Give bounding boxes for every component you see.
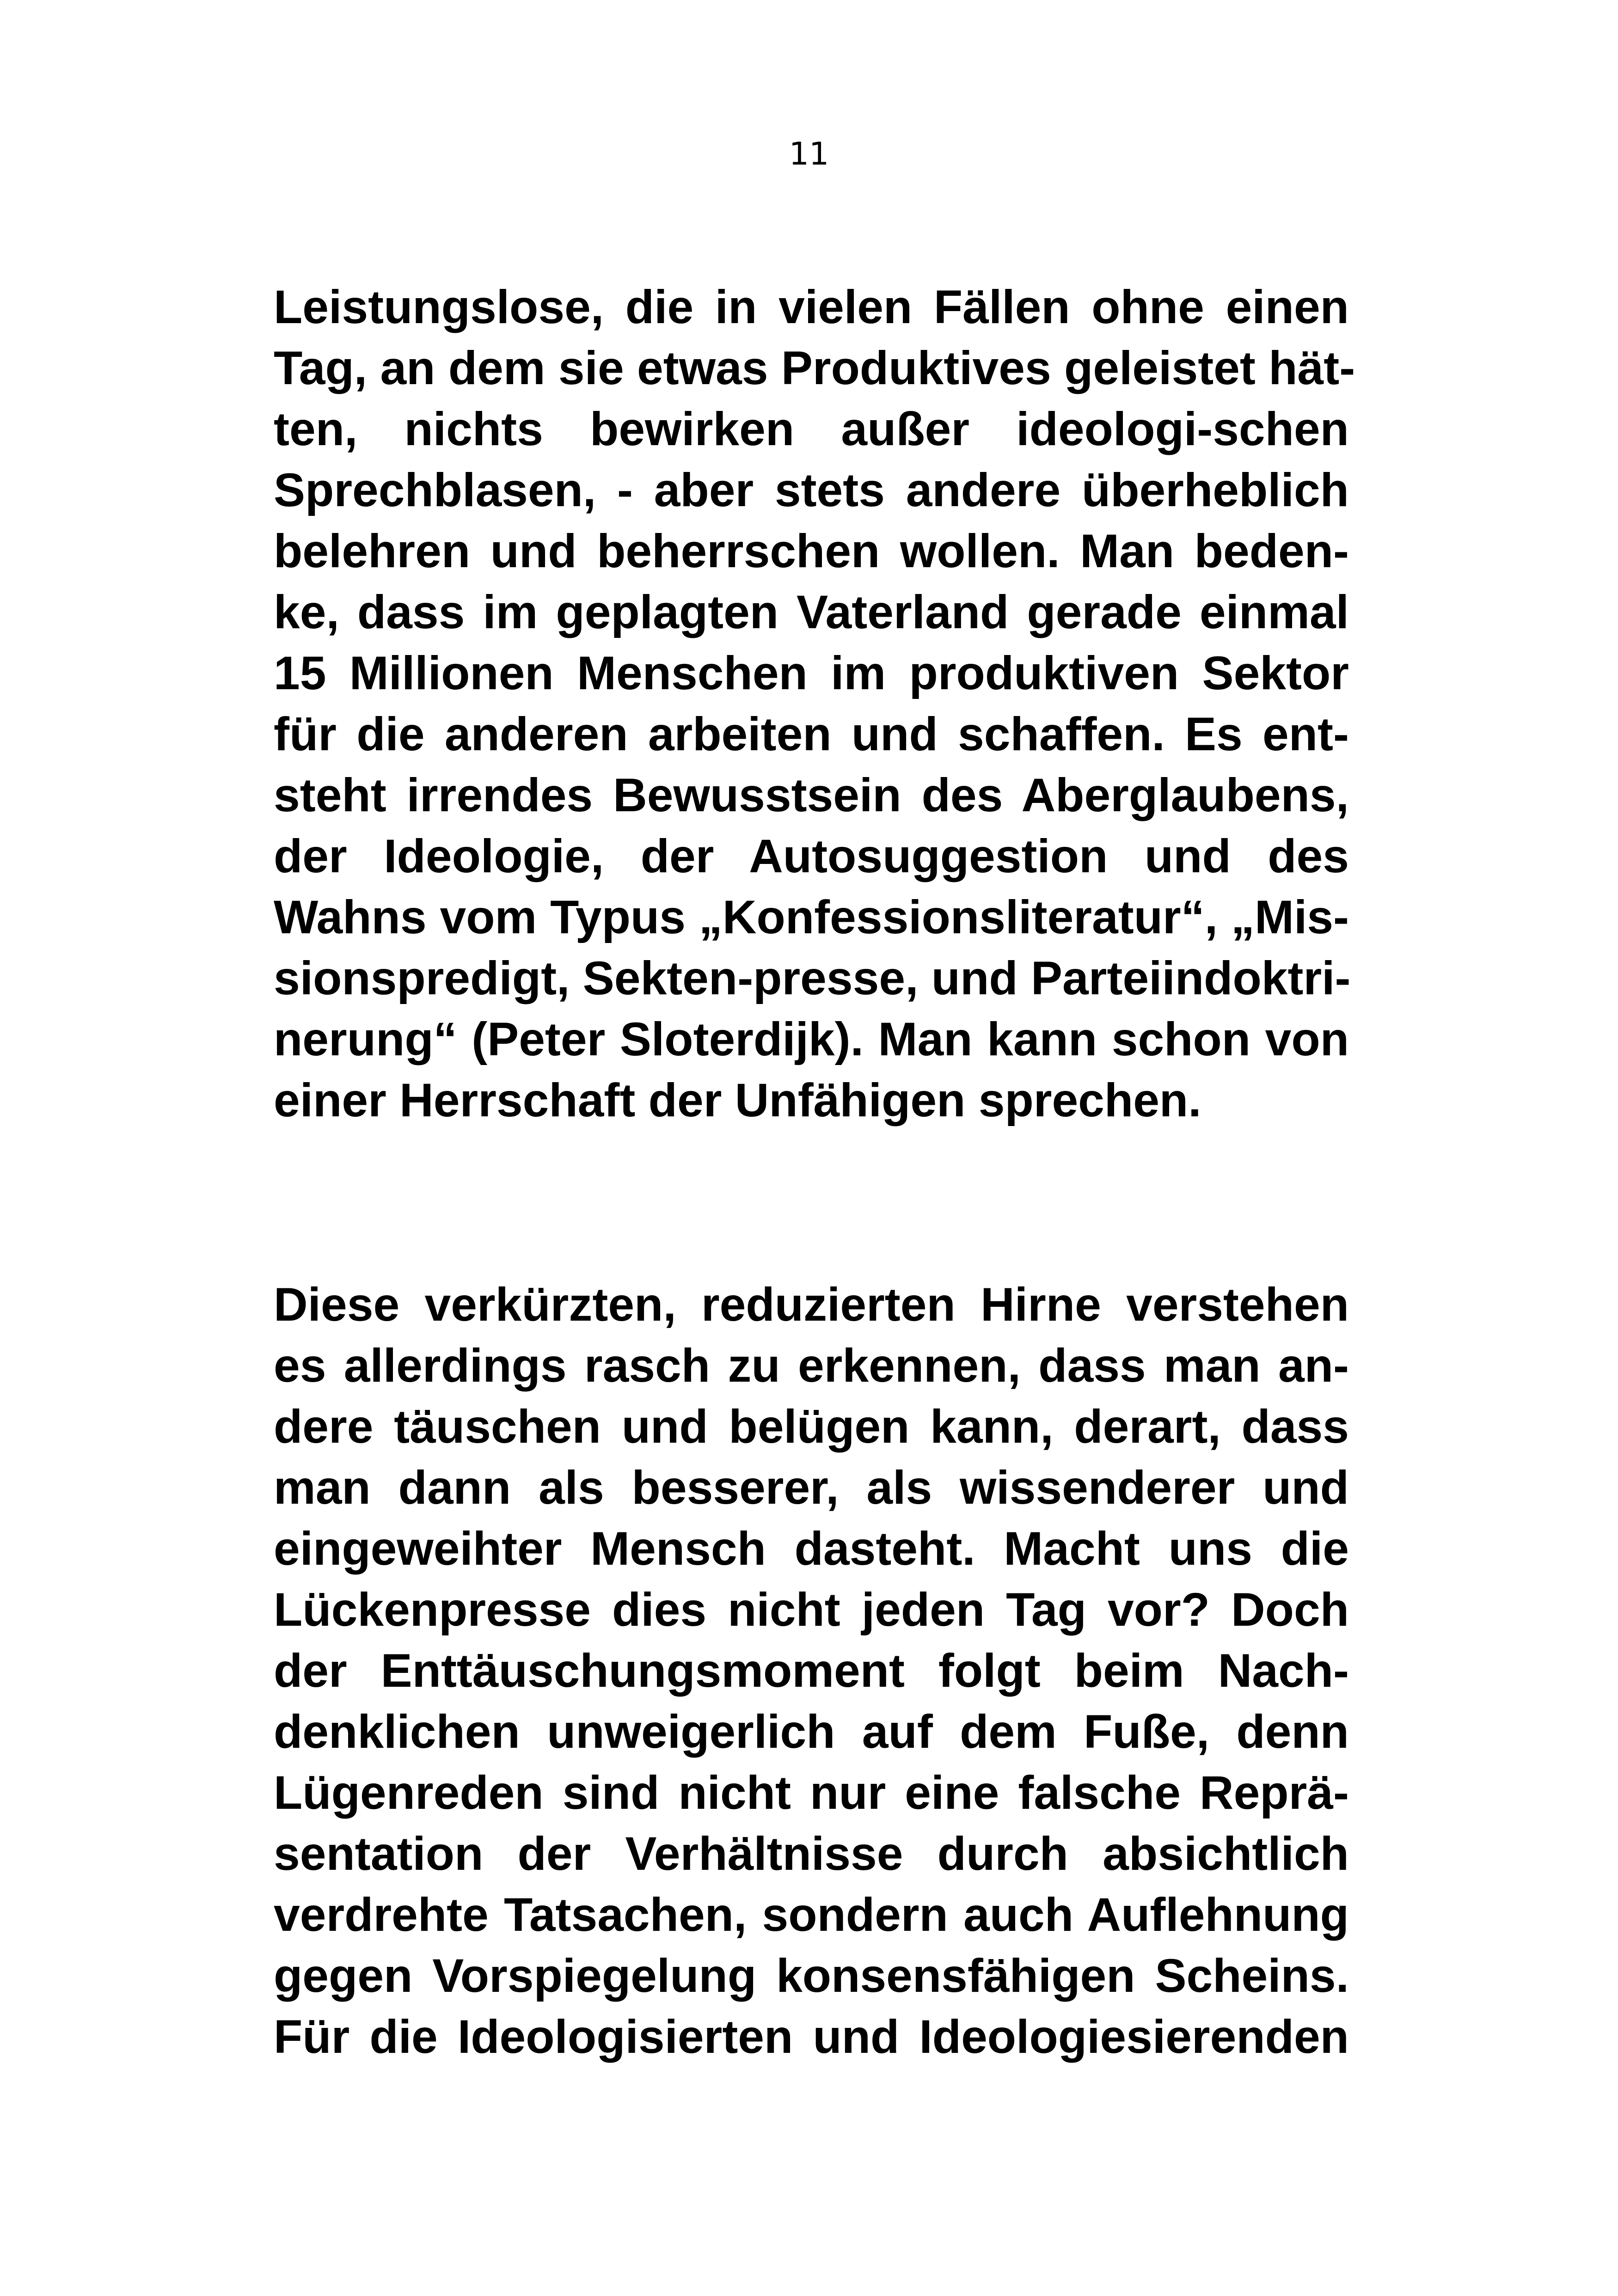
text-line: Lückenpresse dies nicht jeden Tag vor? Doch [274, 1583, 1349, 1636]
text-line: verdrehte Tatsachen, sondern auch Auflehnung [274, 1888, 1349, 1941]
text-line: dere täuschen und belügen kann, derart, dass [274, 1400, 1349, 1453]
page-number: 11 [789, 136, 829, 172]
text-line: denklichen unweigerlich auf dem Fuße, denn [274, 1705, 1349, 1758]
text-line: Für die Ideologisierten und Ideologiesierenden [274, 2010, 1349, 2063]
text-line: einer Herrschaft der Unfähigen sprechen. [274, 1074, 1201, 1127]
text-line: es allerdings rasch zu erkennen, dass man an- [274, 1339, 1349, 1392]
text-line: ten, nichts bewirken außer ideologi-schen [274, 403, 1349, 455]
text-line: Leistungslose, die in vielen Fällen ohne einen [274, 281, 1349, 333]
text-line: sentation der Verhältnisse durch absichtlich [274, 1827, 1349, 1880]
text-line: für die anderen arbeiten und schaffen. Es ent- [274, 708, 1349, 760]
text-line: ke, dass im geplagten Vaterland gerade einmal [274, 586, 1349, 638]
text-line: steht irrendes Bewusstsein des Aberglaubens, [274, 769, 1349, 821]
text-line: eingeweihter Mensch dasteht. Macht uns die [274, 1522, 1349, 1575]
text-line: 15 Millionen Menschen im produktiven Sektor [274, 647, 1349, 699]
text-line: sionspredigt, Sekten-presse, und Parteiindoktri- [274, 952, 1351, 1004]
text-line: Diese verkürzten, reduzierten Hirne verstehen [274, 1278, 1349, 1331]
paragraph-2 [274, 1274, 1349, 2067]
text-line: man dann als besserer, als wissenderer und [274, 1461, 1349, 1514]
text-line: Tag, an dem sie etwas Produktives geleistet hät- [274, 342, 1355, 394]
paragraph-1 [274, 276, 1355, 1131]
text-line: belehren und beherrschen wollen. Man beden- [274, 525, 1349, 577]
text-line: gegen Vorspiegelung konsensfähigen Scheins. [274, 1949, 1349, 2002]
text-line: der Ideologie, der Autosuggestion und des [274, 830, 1349, 882]
text-line: Lügenreden sind nicht nur eine falsche Reprä- [274, 1766, 1349, 1819]
text-line: Wahns vom Typus „Konfessionsliteratur“, „Mis- [274, 891, 1349, 943]
text-line: Sprechblasen, - aber stets andere überheblich [274, 464, 1349, 516]
text-line: der Enttäuschungsmoment folgt beim Nach- [274, 1644, 1349, 1697]
text-line: nerung“ (Peter Sloterdijk). Man kann schon von [274, 1013, 1349, 1065]
